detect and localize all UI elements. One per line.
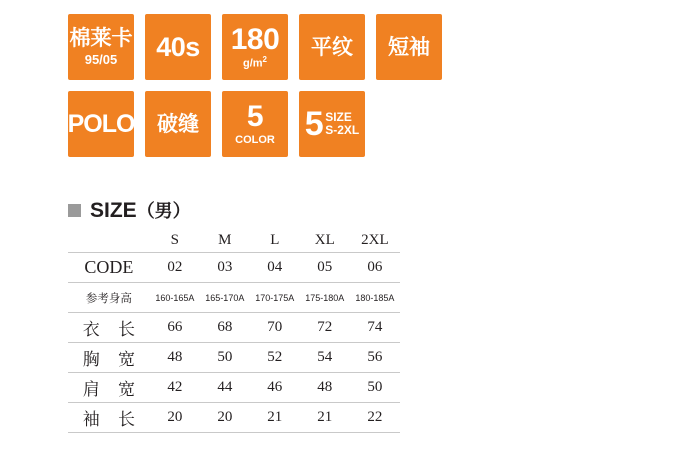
badge-fabric [68, 14, 134, 80]
badge-seam [145, 91, 211, 157]
table-header-s: S [170, 231, 179, 248]
badge-weight-main: 180 [230, 22, 280, 56]
badge-size-count-main: 5 [304, 105, 324, 143]
badge-weave [299, 14, 365, 80]
badge-fabric-main: 棉莱卡 [69, 27, 133, 50]
badge-size-count [299, 91, 365, 157]
badge-yarn-count-main: 40s [156, 31, 200, 62]
cell-sleeve-length-m: 20 [200, 403, 250, 433]
size-title-en: SIZE [90, 199, 137, 222]
badge-size-count-stack [325, 111, 359, 136]
cell-chest-width-xl: 54 [300, 343, 350, 373]
cell-code-xl: 05 [300, 253, 350, 283]
badge-collar-type [68, 91, 134, 157]
cell-chest-width-l: 52 [250, 343, 300, 373]
row-label-code: CODE [68, 253, 150, 283]
table-row [68, 343, 400, 373]
cell-sleeve-length-xl: 21 [300, 403, 350, 433]
cell-height-m: 165-170A [200, 283, 250, 313]
row-label-shoulder-width: 肩 宽 [68, 373, 150, 403]
table-header-m: M [218, 231, 232, 248]
cell-body-length-2xl: 74 [350, 313, 400, 343]
row-label-chest-width: 胸 宽 [68, 343, 150, 373]
cell-sleeve-length-l: 21 [250, 403, 300, 433]
size-title-cn: （男） [136, 201, 191, 221]
badge-sleeve [376, 14, 442, 80]
cell-sleeve-length-s: 20 [150, 403, 200, 433]
cell-body-length-m: 68 [200, 313, 250, 343]
size-section-header [68, 197, 191, 223]
badge-color-count-main: 5 [246, 100, 264, 133]
cell-code-m: 03 [200, 253, 250, 283]
cell-shoulder-width-l: 46 [250, 373, 300, 403]
badge-size-count-sub2: S-2XL [325, 123, 360, 137]
cell-body-length-s: 66 [150, 313, 200, 343]
row-label-height: 参考身高 [68, 283, 150, 313]
badge-weight [222, 14, 288, 80]
table-row [68, 283, 400, 313]
cell-chest-width-s: 48 [150, 343, 200, 373]
table-row [68, 373, 400, 403]
row-label-body-length: 衣 长 [68, 313, 150, 343]
spec-badge-group [68, 14, 488, 168]
cell-sleeve-length-2xl: 22 [350, 403, 400, 433]
table-header-row [68, 228, 400, 253]
badge-seam-main: 破缝 [157, 112, 199, 136]
cell-height-2xl: 180-185A [350, 283, 400, 313]
size-table [68, 228, 400, 433]
cell-shoulder-width-s: 42 [150, 373, 200, 403]
badge-color-count [222, 91, 288, 157]
cell-body-length-l: 70 [250, 313, 300, 343]
cell-shoulder-width-2xl: 50 [350, 373, 400, 403]
cell-chest-width-2xl: 56 [350, 343, 400, 373]
table-header-xl: XL [314, 231, 335, 248]
spec-badge-row-2 [68, 91, 488, 157]
cell-shoulder-width-xl: 48 [300, 373, 350, 403]
cell-height-xl: 175-180A [300, 283, 350, 313]
cell-code-2xl: 06 [350, 253, 400, 283]
table-row [68, 403, 400, 433]
cell-code-s: 02 [150, 253, 200, 283]
badge-yarn-count [145, 14, 211, 80]
badge-weave-main: 平纹 [311, 35, 353, 59]
cell-body-length-xl: 72 [300, 313, 350, 343]
page-title [90, 197, 191, 223]
cell-chest-width-m: 50 [200, 343, 250, 373]
spec-badge-row-1 [68, 14, 488, 80]
bullet-square-icon [68, 204, 81, 217]
badge-color-count-sub: COLOR [235, 134, 275, 146]
table-header-corner [68, 228, 150, 253]
cell-height-l: 170-175A [250, 283, 300, 313]
badge-size-count-sub1: SIZE [325, 110, 352, 125]
badge-weight-unit: $g/m^2$ [242, 54, 267, 70]
badge-sleeve-main: 短袖 [388, 35, 430, 59]
table-header-l: L [270, 231, 280, 248]
badge-collar-type-main: POLO [67, 109, 135, 138]
table-header-2xl: 2XL [361, 231, 389, 248]
table-row [68, 253, 400, 283]
row-label-sleeve-length: 袖 长 [68, 403, 150, 433]
cell-code-l: 04 [250, 253, 300, 283]
badge-fabric-sub: 95/05 [84, 52, 118, 67]
cell-height-s: 160-165A [150, 283, 200, 313]
table-row [68, 313, 400, 343]
cell-shoulder-width-m: 44 [200, 373, 250, 403]
